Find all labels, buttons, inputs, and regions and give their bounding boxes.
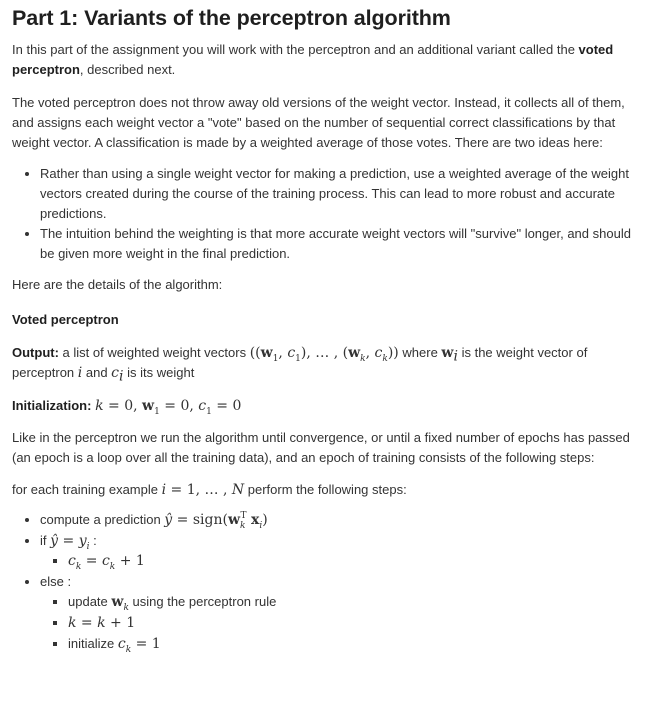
step-else bbox=[40, 572, 639, 654]
math-wk: $w_k$ bbox=[111, 594, 129, 613]
math-condition: ŷ = $y_i$ bbox=[50, 533, 90, 552]
output-text: and bbox=[82, 365, 112, 380]
step-text: initialize bbox=[68, 636, 118, 651]
loop-text: perform the following steps: bbox=[244, 482, 407, 497]
details-intro: Here are the details of the algorithm: bbox=[12, 277, 223, 292]
loop-text: for each training example bbox=[12, 482, 162, 497]
steps-list bbox=[12, 510, 639, 654]
step-text: else : bbox=[40, 574, 72, 589]
substep-increment-k bbox=[68, 613, 639, 633]
math-ci: c bbox=[111, 365, 120, 381]
output-paragraph: Output: a list of weighted weight vectors (($w_1$, $c_1$), … , ($w_k$, $c_k$)) where $w_i$ is the weight vector of perceptron i and $c_i$ is its weight bbox=[12, 345, 588, 385]
substep-update bbox=[68, 592, 639, 612]
intro-text: In this part of the assignment you will work with the perceptron and an additional variant called the bbox=[12, 42, 579, 57]
step-compute bbox=[40, 510, 639, 530]
idea-item: • The intuition behind the weighting is that more accurate weight vectors will "survive" longer, and should be given more weight in the final prediction. bbox=[40, 224, 639, 264]
loop-paragraph bbox=[12, 480, 639, 500]
page-title: Part 1: Variants of the perceptron algorithm bbox=[12, 6, 451, 30]
intro-text-end: , described next. bbox=[79, 62, 176, 77]
math-increment-k: k = k + 1 bbox=[68, 615, 136, 631]
initialization-paragraph bbox=[12, 396, 639, 416]
idea-item: • Rather than using a single weight vector for making a prediction, use a weighted average of the weight vectors created during the course of the training process. This can lead to more robust and accurate predictions. bbox=[40, 164, 639, 224]
if-substeps bbox=[40, 551, 639, 571]
math-loop-range: i = 1, … , N bbox=[161, 482, 245, 498]
step-text: update bbox=[68, 594, 112, 609]
substep-initialize bbox=[68, 634, 639, 654]
convergence-paragraph: Like in the perceptron we run the algorithm until convergence, or until a fixed number of epochs has passed (an epoch is a loop over all the training data), and an epoch of training consists of the following steps: bbox=[12, 430, 630, 465]
output-label: Output: bbox=[12, 345, 59, 360]
else-substeps bbox=[40, 592, 639, 654]
math-increment-c: $c_k = c_k + 1$ bbox=[68, 553, 145, 572]
step-text: using the perceptron rule bbox=[128, 594, 277, 609]
math-initialization: k = 0, $w_1 = 0$, $c_1 = 0$ bbox=[95, 398, 242, 417]
output-text: is the weight vector of perceptron bbox=[12, 345, 588, 380]
math-i: i bbox=[77, 365, 83, 381]
math-prediction: ŷ = $sign(w_k^T$ $x_i$) bbox=[164, 511, 268, 531]
step-if bbox=[40, 531, 639, 571]
step-text: compute a prediction bbox=[40, 512, 165, 527]
output-text: is its weight bbox=[123, 365, 195, 380]
substep-increment-weight bbox=[68, 551, 639, 571]
intro-bold-term: voted perceptron bbox=[12, 42, 614, 77]
initialization-label: Initialization: bbox=[12, 398, 92, 413]
math-init-c: $c_k = 1$ bbox=[117, 636, 161, 655]
step-text: if bbox=[40, 533, 51, 548]
document-page bbox=[0, 5, 651, 654]
algorithm-title: Voted perceptron bbox=[12, 312, 119, 327]
math-wi: w bbox=[441, 345, 454, 361]
ideas-list bbox=[12, 164, 639, 264]
intro-paragraph bbox=[12, 40, 639, 80]
step-text: : bbox=[89, 533, 97, 548]
description-paragraph: The voted perceptron does not throw away old versions of the weight vector. Instead, it collects all of them, and assigns each weight vector a "vote" based on the number of sequential correct classifications by that weight vector. A classification is made by a weighted average of those votes. There are two ideas here: bbox=[12, 95, 625, 150]
math-weighted-vectors: (($w_1$, $c_1$), … , ($w_k$, $c_k$)) bbox=[249, 345, 399, 364]
output-text: a list of weighted weight vectors bbox=[58, 345, 250, 360]
output-text: where bbox=[398, 345, 442, 360]
